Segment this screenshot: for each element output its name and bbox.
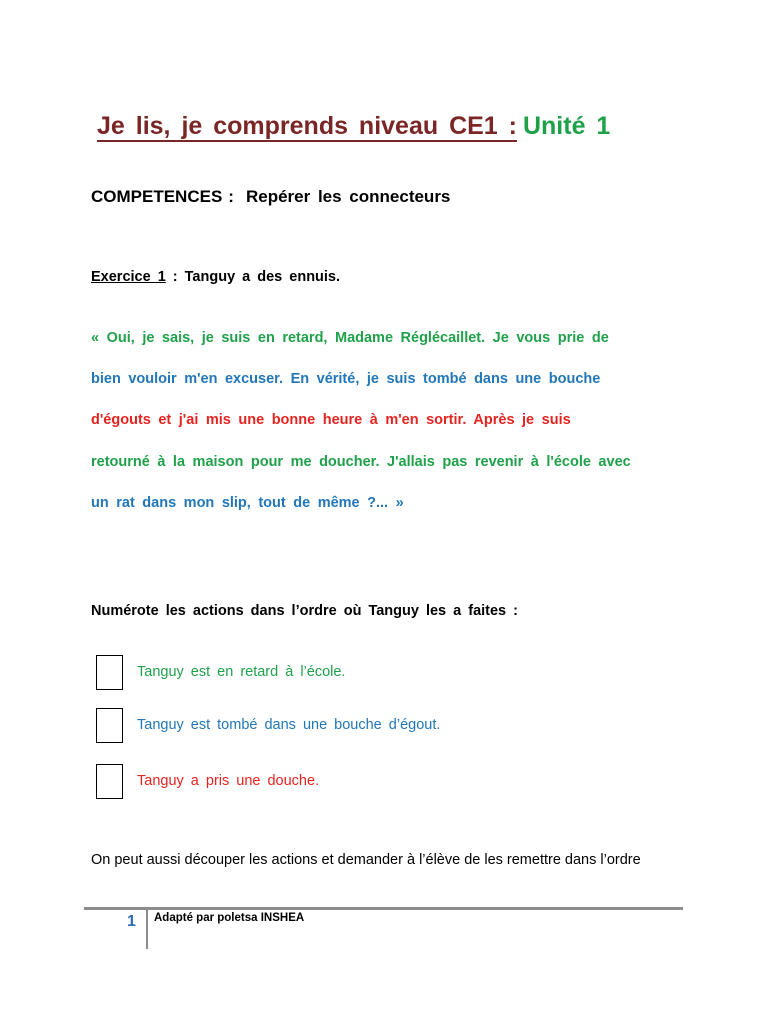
footer-credit: Adapté par poletsa INSHEA <box>154 912 305 924</box>
order-checkbox[interactable] <box>96 655 123 690</box>
story-line: bien vouloir m'en excuser. En vérité, je suis tombé dans une bouche <box>91 371 601 387</box>
page-title <box>97 112 610 141</box>
order-checkbox[interactable] <box>96 764 123 799</box>
teacher-note: On peut aussi découper les actions et demander à l’élève de les remettre dans l’ordre <box>91 852 641 868</box>
action-label: Tanguy est en retard à l’école. <box>137 664 346 680</box>
exercise-title: : Tanguy a des ennuis. <box>165 269 341 285</box>
page-number: 1 <box>127 913 136 930</box>
exercise-heading <box>91 269 340 285</box>
exercise-label: Exercice 1 <box>91 269 166 285</box>
story-line: d'égouts et j'ai mis une bonne heure à m'en sortir. Après je suis <box>91 412 571 428</box>
competences-text: Repérer les connecteurs <box>245 187 451 206</box>
footer-vertical-divider <box>146 909 148 949</box>
title-unit: Unité 1 <box>522 112 611 140</box>
story-line: retourné à la maison pour me doucher. J'allais pas revenir à l'école avec <box>91 454 631 470</box>
title-main: Je lis, je comprends niveau CE1 : <box>97 112 517 140</box>
action-label: Tanguy a pris une douche. <box>137 773 320 789</box>
footer-divider <box>84 907 683 910</box>
competences-heading <box>91 187 450 207</box>
order-checkbox[interactable] <box>96 708 123 743</box>
story-line: un rat dans mon slip, tout de même ?... » <box>91 495 404 511</box>
action-label: Tanguy est tombé dans une bouche d’égout. <box>137 717 441 733</box>
competences-label: COMPETENCES <box>91 187 223 206</box>
instruction-text: Numérote les actions dans l’ordre où Tanguy les a faites : <box>91 603 518 619</box>
story-line: « Oui, je sais, je suis en retard, Madame Réglécaillet. Je vous prie de <box>91 330 609 346</box>
competences-separator: : <box>228 187 234 206</box>
